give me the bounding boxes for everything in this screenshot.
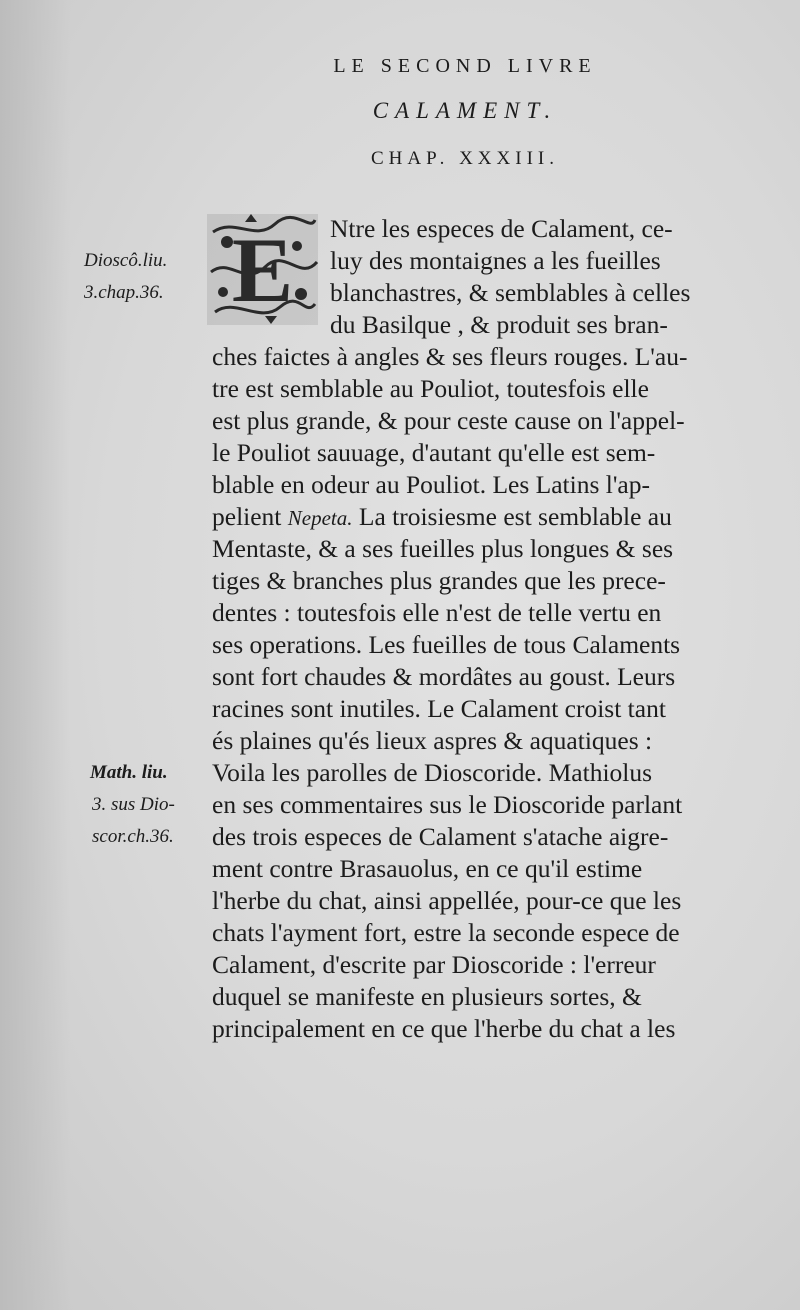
running-head: LE SECOND LIVRE bbox=[333, 55, 597, 77]
text-line: Mentaste, & a ses fueilles plus longues & ses bbox=[212, 534, 674, 563]
text-line: Calament, d'escrite par Dioscoride : l'erreur bbox=[212, 950, 656, 979]
chapter-number: CHAP. XXXIII. bbox=[371, 148, 559, 169]
text-line: du Basilque , & produit ses bran- bbox=[330, 310, 668, 339]
margin-note: 3.chap.36. bbox=[84, 282, 164, 303]
text-line: tre est semblable au Pouliot, toutesfois elle bbox=[212, 374, 649, 403]
chapter-title: CALAMENT. bbox=[372, 98, 558, 123]
text-line: luy des montaignes a les fueilles bbox=[330, 246, 661, 275]
text-line: Voila les parolles de Dioscoride. Mathiolus bbox=[212, 758, 653, 787]
text-line: Ntre les especes de Calament, ce- bbox=[330, 214, 673, 243]
text-line: dentes : toutesfois elle n'est de telle vertu en bbox=[212, 598, 662, 627]
margin-note: Math. liu. bbox=[90, 762, 168, 783]
drop-cap-letter: E bbox=[231, 218, 294, 321]
text-line-with-italic bbox=[212, 501, 672, 534]
text-line: duquel se manifeste en plusieurs sortes, & bbox=[212, 982, 642, 1011]
ornamental-drop-cap bbox=[205, 212, 320, 327]
margin-note: Dioscô.liu. bbox=[84, 250, 168, 271]
text-line: l'herbe du chat, ainsi appellée, pour-ce que les bbox=[212, 886, 682, 915]
text-line: blanchastres, & semblables à celles bbox=[330, 278, 691, 307]
text-line: ment contre Brasauolus, en ce qu'il estime bbox=[212, 854, 643, 883]
margin-note: 3. sus Dio- bbox=[92, 794, 175, 815]
text-line: chats l'ayment fort, estre la seconde espece de bbox=[212, 918, 680, 947]
text-line: est plus grande, & pour ceste cause on l'appel- bbox=[212, 406, 685, 435]
italic-term: Nepeta. bbox=[287, 506, 353, 530]
text-segment: pelient bbox=[212, 502, 282, 531]
text-line: ses operations. Les fueilles de tous Calaments bbox=[212, 630, 681, 659]
text-line: principalement en ce que l'herbe du chat a les bbox=[212, 1014, 676, 1043]
gutter-shadow bbox=[0, 0, 70, 1310]
text-line: sont fort chaudes & mordâtes au goust. Leurs bbox=[212, 662, 676, 691]
margin-note: scor.ch.36. bbox=[92, 826, 174, 847]
text-segment: La troisiesme est semblable au bbox=[358, 502, 672, 531]
text-line: ches faictes à angles & ses fleurs rouges. L'au- bbox=[212, 342, 688, 371]
text-line: le Pouliot sauuage, d'autant qu'elle est sem- bbox=[212, 438, 656, 467]
text-line: racines sont inutiles. Le Calament croist tant bbox=[212, 694, 666, 723]
text-line: en ses commentaires sus le Dioscoride parlant bbox=[212, 790, 683, 819]
text-line: des trois especes de Calament s'atache aigre- bbox=[212, 822, 669, 851]
text-line: és plaines qu'és lieux aspres & aquatiques : bbox=[212, 726, 653, 755]
text-line: blable en odeur au Pouliot. Les Latins l'ap- bbox=[212, 470, 650, 499]
text-line: tiges & branches plus grandes que les prece- bbox=[212, 566, 666, 595]
